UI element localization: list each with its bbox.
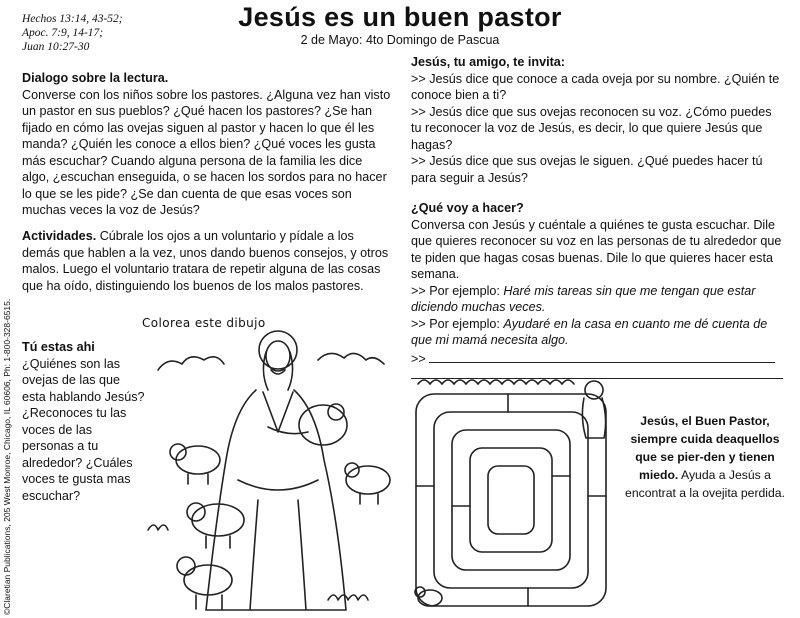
hacer-text: Conversa con Jesús y cuéntale a quiénes te gusta escuchar. Dile que quieres reconocer su voz en las personas de tu alrededor que te piden que hagas cosas buenas. Dile lo que quieres hacer esta semana. bbox=[411, 217, 782, 281]
ejemplo-1: Haré mis tareas sin que me tengan que estar diciendo muchas veces. bbox=[411, 283, 756, 314]
maze-caption bbox=[620, 412, 790, 502]
colorea-label: Colorea este dibujo bbox=[142, 316, 266, 330]
ejemplo-line bbox=[411, 316, 783, 349]
maze-drawing bbox=[408, 376, 620, 614]
dialogo-heading: Dialogo sobre la lectura. bbox=[22, 71, 169, 85]
actividades-heading: Actividades. bbox=[22, 229, 97, 243]
write-line[interactable] bbox=[429, 351, 775, 363]
hacer-heading: ¿Qué voy a hacer? bbox=[411, 201, 524, 215]
ejemplo-prefix: >> Por ejemplo: bbox=[411, 283, 500, 298]
invita-item: >> Jesús dice que conoce a cada oveja por su nombre. ¿Quién te conoce bien a ti? bbox=[411, 71, 780, 102]
actividades-text: Cúbrale los ojos a un voluntario y pídale a los demás que hablen a la vez, unos dando buenos consejos, y otros malos. Luego el voluntario tratara de repetir alguna de las cosas que ha oído, distinguiendo los buenos de los malos pastores. bbox=[22, 229, 389, 293]
que-voy-a-hacer-section bbox=[411, 200, 783, 384]
maze-caption-rest: Ayuda a Jesús a encontrat a la ovejita perdida. bbox=[625, 468, 785, 500]
jesus-shepherd-drawing bbox=[138, 330, 398, 615]
page-title: Jesús es un buen pastor bbox=[238, 2, 562, 32]
actividades-section bbox=[22, 228, 392, 294]
invita-item: >> Jesús dice que sus ovejas le siguen. ¿Qué puedes hacer tú para seguir a Jesús? bbox=[411, 154, 763, 185]
write-prefix: >> bbox=[411, 351, 426, 366]
maze-caption-bold: Jesús, el Buen Pastor, siempre cuida deaquellos que se pier-den y tienen miedo. bbox=[630, 414, 780, 482]
reference-line: Apoc. 7:9, 14-17; bbox=[22, 27, 104, 39]
reference-line: Juan 10:27-30 bbox=[22, 41, 90, 53]
tu-estas-ahi-section bbox=[22, 339, 147, 504]
invita-item: >> Jesús dice que sus ovejas reconocen su voz. ¿Cómo puedes tu reconocer la voz de Jesús, es decir, lo que quiere Jesús que hagas? bbox=[411, 104, 772, 152]
tu-heading: Tú estas ahi bbox=[22, 340, 95, 354]
publisher-credit: ©Claretian Publications, 205 West Monroe, Chicago, IL 60606, Ph: 1-800-328-6515. bbox=[2, 298, 12, 615]
ejemplo-2: Ayudaré en la casa en cuanto me dé cuenta de que mi mamá necesita algo. bbox=[411, 316, 768, 347]
dialogo-text: Converse con los niños sobre los pastores. ¿Alguna vez han visto un pastor en sus pueblos? ¿Qué hacen los pastores? ¿Se han fijado en cómo las ovejas siguen al pastor y hacen lo que él les manda? ¿Quién les conoce a ellos bien? ¿Qué voces les gusta más escuchar? Cuando alguna persona de la familia les dice algo, ¿escuchan enseguida, o se hacen los sordos para no hacer lo que se les pide? ¿Se dan cuenta de que esas voces son muchas veces la voz de Jesús? bbox=[22, 87, 391, 217]
page-subtitle: 2 de Mayo: 4to Domingo de Pascua bbox=[300, 33, 500, 47]
dialogo-section bbox=[22, 70, 392, 219]
ejemplo-line bbox=[411, 283, 783, 316]
ejemplo-prefix: >> Por ejemplo: bbox=[411, 316, 500, 331]
invita-heading: Jesús, tu amigo, te invita: bbox=[411, 55, 565, 69]
invita-section bbox=[411, 54, 783, 186]
reference-line: Hechos 13:14, 43-52; bbox=[22, 13, 123, 25]
tu-text: ¿Quiénes son las ovejas de las que esta hablando Jesús? ¿Reconoces tu las voces de las personas a tu alrededor? ¿Cuáles voces te gusta mas escuchar? bbox=[22, 356, 145, 503]
